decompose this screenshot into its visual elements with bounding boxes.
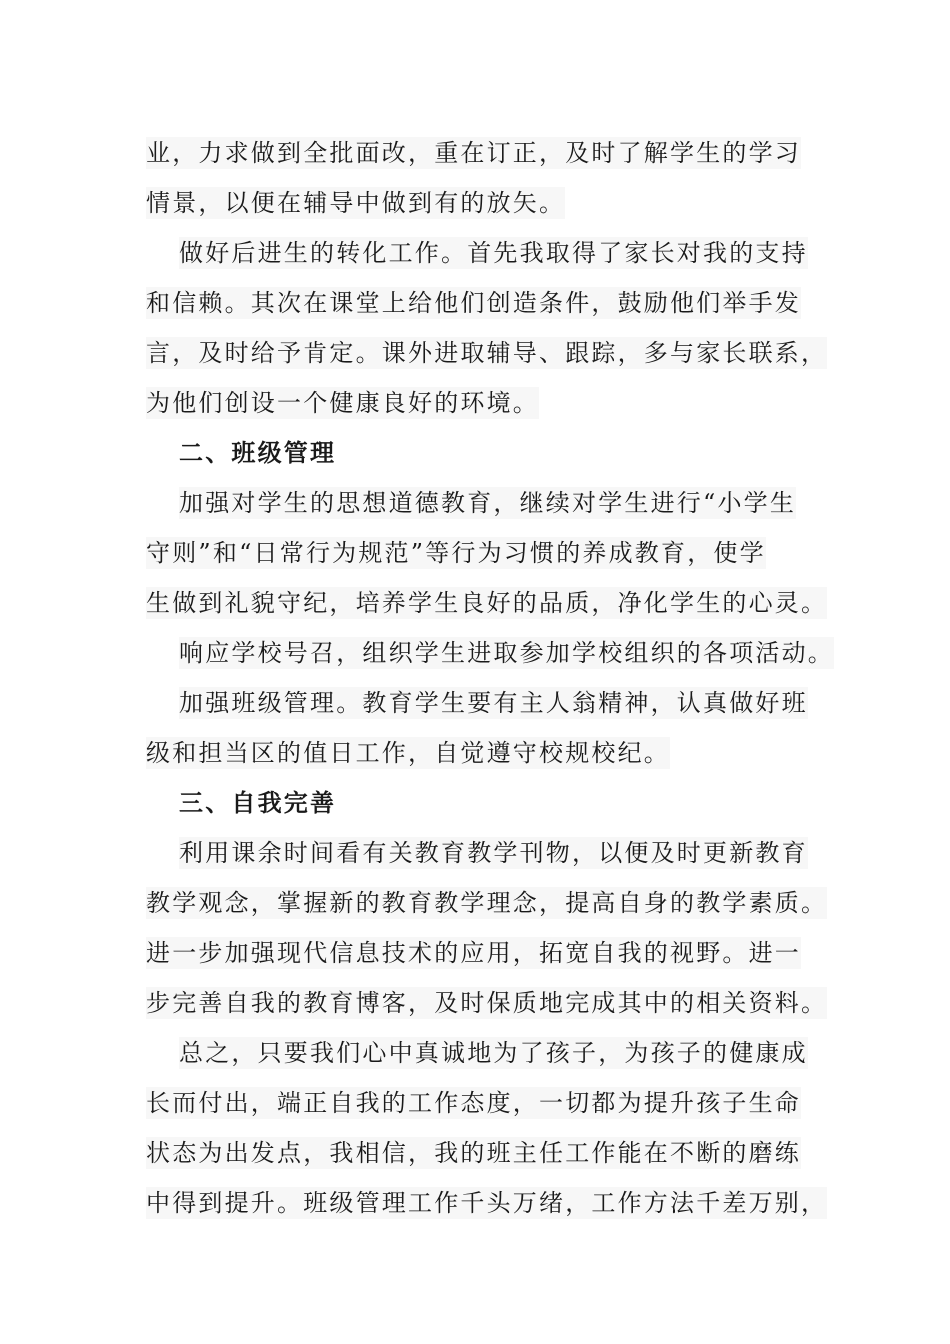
- paragraph-start-line: 总之，只要我们心中真诚地为了孩子，为孩子的健康成: [179, 1039, 808, 1067]
- paragraph-start-line: 加强班级管理。教育学生要有主人翁精神，认真做好班: [179, 689, 808, 717]
- text-line: 情景，以便在辅导中做到有的放矢。: [146, 189, 566, 217]
- text-line: 中得到提升。班级管理工作千头万绪，工作方法千差万别，: [146, 1189, 828, 1217]
- text-line: 生做到礼貌守纪，培养学生良好的品质，净化学生的心灵。: [146, 589, 828, 617]
- text-line: 业，力求做到全批面改，重在订正，及时了解学生的学习: [146, 139, 801, 167]
- paragraph-start-line: 利用课余时间看有关教育教学刊物，以便及时更新教育: [179, 839, 808, 867]
- paragraph-start-line: 做好后进生的转化工作。首先我取得了家长对我的支持: [179, 239, 808, 267]
- text-line: 步完善自我的教育博客，及时保质地完成其中的相关资料。: [146, 989, 828, 1017]
- text-line: 教学观念，掌握新的教育教学理念，提高自身的教学素质。: [146, 889, 828, 917]
- text-line: 长而付出，端正自我的工作态度，一切都为提升孩子生命: [146, 1089, 801, 1117]
- text-line: 言，及时给予肯定。课外进取辅导、跟踪，多与家长联系，: [146, 339, 828, 367]
- section-heading-self-improvement: 三、自我完善: [179, 789, 337, 817]
- text-line: 级和担当区的值日工作，自觉遵守校规校纪。: [146, 739, 670, 767]
- section-heading-class-management: 二、班级管理: [179, 439, 337, 467]
- text-line: 状态为出发点，我相信，我的班主任工作能在不断的磨练: [146, 1139, 801, 1167]
- paragraph-start-line: 加强对学生的思想道德教育，继续对学生进行“小学生: [179, 489, 797, 517]
- text-line: 和信赖。其次在课堂上给他们创造条件，鼓励他们举手发: [146, 289, 801, 317]
- text-line: 为他们创设一个健康良好的环境。: [146, 389, 539, 417]
- text-line: 进一步加强现代信息技术的应用，拓宽自我的视野。进一: [146, 939, 801, 967]
- text-line: 守则”和“日常行为规范”等行为习惯的养成教育，使学: [146, 539, 766, 567]
- document-page: [146, 128, 834, 1228]
- paragraph-start-line: 响应学校号召，组织学生进取参加学校组织的各项活动。: [179, 639, 834, 667]
